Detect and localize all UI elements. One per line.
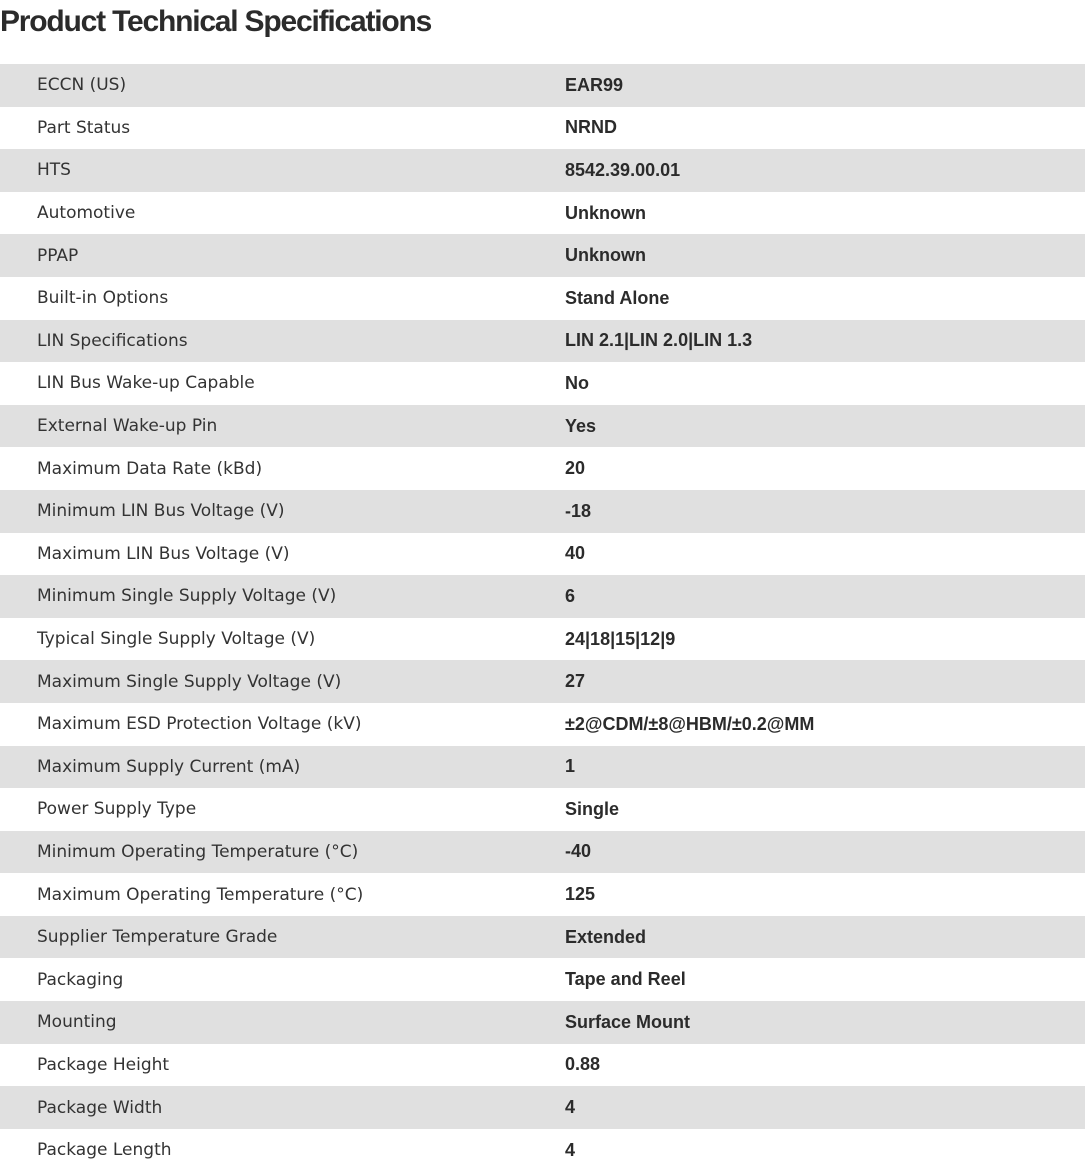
spec-value: EAR99: [565, 74, 624, 95]
table-row: [0, 660, 1085, 703]
spec-value: 4: [565, 1139, 576, 1160]
spec-label: Built-in Options: [37, 288, 169, 309]
spec-label: LIN Bus Wake-up Capable: [37, 373, 255, 394]
spec-label: Part Status: [37, 117, 131, 138]
spec-value: Surface Mount: [565, 1011, 691, 1032]
spec-value: -40: [565, 841, 592, 862]
table-row: [0, 490, 1085, 533]
spec-value: 4: [565, 1097, 576, 1118]
spec-value: 0.88: [565, 1054, 601, 1075]
spec-label: Package Length: [37, 1140, 172, 1161]
spec-value: Single: [565, 798, 620, 819]
table-row: [0, 873, 1085, 916]
page-title: Product Technical Specifications: [0, 5, 432, 38]
spec-label: Maximum Data Rate (kBd): [37, 458, 263, 479]
spec-label: Power Supply Type: [37, 799, 197, 820]
spec-value: Unknown: [565, 245, 646, 266]
table-row: [0, 788, 1085, 831]
spec-value: 40: [565, 543, 586, 564]
table-row: [0, 1044, 1085, 1087]
spec-value: 24|18|15|12|9: [565, 628, 676, 649]
spec-label: Supplier Temperature Grade: [37, 927, 278, 948]
spec-label: Automotive: [37, 203, 136, 224]
spec-label: External Wake-up Pin: [37, 416, 218, 437]
spec-value: 6: [565, 585, 576, 606]
table-row: [0, 64, 1085, 107]
spec-label: Maximum ESD Protection Voltage (kV): [37, 714, 362, 735]
table-row: [0, 1086, 1085, 1129]
spec-table: [0, 64, 1085, 1171]
spec-value: 27: [565, 671, 586, 692]
table-row: [0, 1129, 1085, 1171]
spec-value: 1: [565, 756, 576, 777]
table-row: [0, 320, 1085, 363]
spec-label: Minimum LIN Bus Voltage (V): [37, 501, 285, 522]
table-row: [0, 362, 1085, 405]
spec-value: No: [565, 372, 589, 393]
table-row: [0, 192, 1085, 235]
spec-label: Package Width: [37, 1097, 163, 1118]
spec-label: HTS: [37, 160, 71, 181]
spec-value: -18: [565, 500, 592, 521]
table-row: [0, 533, 1085, 576]
table-row: [0, 575, 1085, 618]
table-row: [0, 831, 1085, 874]
spec-value: Unknown: [565, 202, 646, 223]
table-row: [0, 916, 1085, 959]
spec-label: Maximum Operating Temperature (°C): [37, 884, 364, 905]
table-row: [0, 618, 1085, 661]
table-row: [0, 746, 1085, 789]
spec-label: Maximum Supply Current (mA): [37, 756, 301, 777]
table-row: [0, 703, 1085, 746]
spec-label: Package Height: [37, 1054, 170, 1075]
spec-value: 8542.39.00.01: [565, 159, 681, 180]
spec-value: ±2@CDM/±8@HBM/±0.2@MM: [565, 713, 815, 734]
spec-label: Packaging: [37, 969, 124, 990]
table-row: [0, 958, 1085, 1001]
spec-label: Typical Single Supply Voltage (V): [37, 629, 316, 650]
table-row: [0, 405, 1085, 448]
spec-label: Maximum Single Supply Voltage (V): [37, 671, 342, 692]
table-row: [0, 107, 1085, 150]
table-row: [0, 447, 1085, 490]
table-row: [0, 1001, 1085, 1044]
spec-value: Extended: [565, 926, 647, 947]
spec-label: Minimum Single Supply Voltage (V): [37, 586, 337, 607]
table-row: [0, 234, 1085, 277]
spec-value: NRND: [565, 117, 617, 138]
spec-value: 20: [565, 458, 586, 479]
spec-value: Yes: [565, 415, 597, 436]
spec-label: Maximum LIN Bus Voltage (V): [37, 543, 290, 564]
spec-value: Tape and Reel: [565, 969, 686, 990]
table-row: [0, 277, 1085, 320]
spec-value: Stand Alone: [565, 287, 670, 308]
spec-value: 125: [565, 884, 596, 905]
spec-label: PPAP: [37, 245, 79, 266]
spec-label: ECCN (US): [37, 75, 127, 96]
spec-label: Mounting: [37, 1012, 117, 1033]
spec-label: Minimum Operating Temperature (°C): [37, 841, 359, 862]
table-row: [0, 149, 1085, 192]
spec-value: LIN 2.1|LIN 2.0|LIN 1.3: [565, 330, 753, 351]
spec-label: LIN Specifications: [37, 330, 188, 351]
